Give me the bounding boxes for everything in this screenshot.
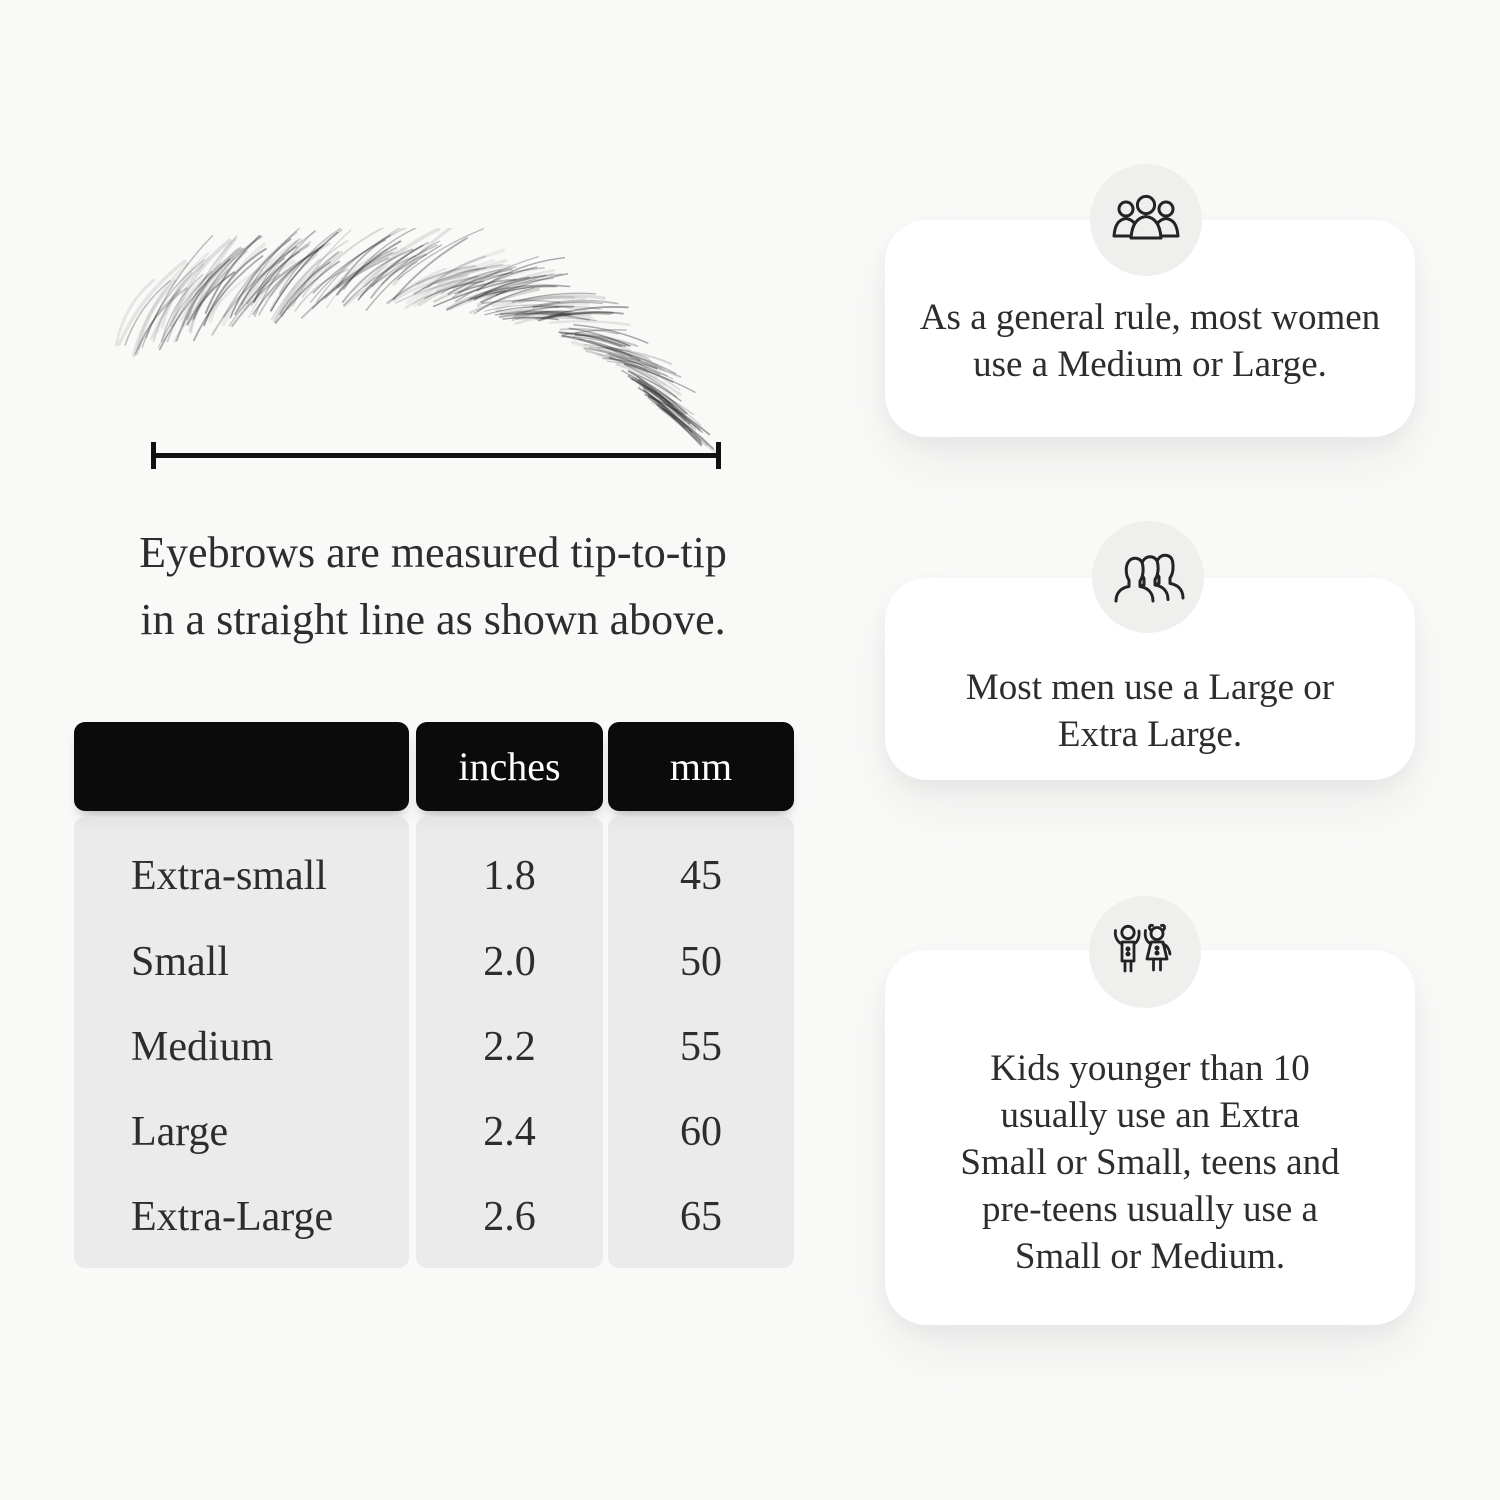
card-text-line: Most men use a Large or	[965, 667, 1335, 708]
size-label: Extra-small	[131, 853, 327, 899]
inches-value: 2.2	[483, 1024, 536, 1070]
card-text-line: use a Medium or Large.	[973, 344, 1327, 385]
table-header-size	[74, 722, 409, 811]
card-icon-circle	[1090, 164, 1202, 276]
measurement-end-cap-left	[151, 442, 156, 469]
measurement-caption	[133, 519, 733, 653]
card-text-line: Small or Medium.	[1014, 1236, 1286, 1277]
card-text-line: Small or Small, teens and	[960, 1142, 1340, 1183]
caption-line: in a straight line as shown above.	[140, 595, 726, 644]
men-group-icon	[1108, 549, 1188, 605]
measurement-end-cap-right	[716, 442, 721, 469]
size-label: Small	[131, 939, 230, 985]
card-text-line: Kids younger than 10	[990, 1048, 1310, 1089]
card-text	[895, 1045, 1405, 1280]
size-label: Large	[131, 1109, 229, 1155]
kids-icon	[1109, 921, 1181, 983]
mm-value: 65	[680, 1194, 722, 1240]
caption-line: Eyebrows are measured tip-to-tip	[139, 528, 727, 577]
inches-value: 1.8	[483, 853, 536, 899]
mm-value: 50	[680, 939, 722, 985]
card-text-line: As a general rule, most women	[919, 297, 1381, 338]
mm-value: 55	[680, 1024, 722, 1070]
card-text	[895, 294, 1405, 388]
table-header-mm: mm	[608, 722, 794, 811]
card-text-line: pre-teens usually use a	[982, 1189, 1318, 1230]
mm-value: 45	[680, 853, 722, 899]
inches-value: 2.6	[483, 1194, 536, 1240]
card-text	[895, 664, 1405, 758]
card-text-line: usually use an Extra	[1000, 1095, 1300, 1136]
size-label: Medium	[131, 1024, 274, 1070]
eyebrow-illustration	[105, 228, 745, 468]
table-header-inches: inches	[416, 722, 603, 811]
mm-value: 60	[680, 1109, 722, 1155]
card-text-line: Extra Large.	[1057, 714, 1243, 755]
card-icon-circle	[1092, 521, 1204, 633]
women-group-icon	[1108, 193, 1184, 247]
inches-value: 2.0	[483, 939, 536, 985]
card-icon-circle	[1089, 896, 1201, 1008]
measurement-line	[151, 453, 721, 458]
inches-value: 2.4	[483, 1109, 536, 1155]
size-label: Extra-Large	[131, 1194, 334, 1240]
